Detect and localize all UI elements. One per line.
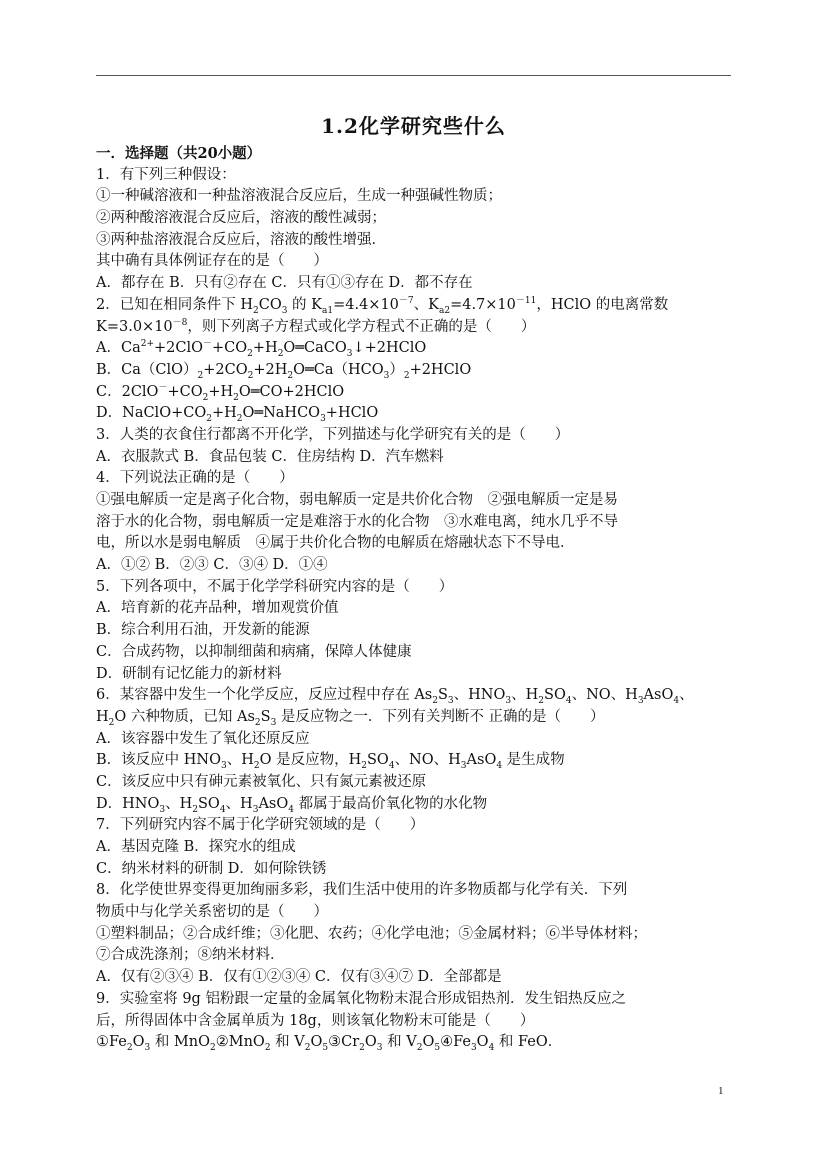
question-lines <box>96 165 736 1054</box>
text-line: 后，所得固体中含金属单质为 18g，则该氧化物粉末可能是（ ） <box>96 1012 535 1029</box>
question-list <box>96 143 736 1054</box>
section-heading: 一．选择题（共20小题） <box>96 145 262 162</box>
text-line: 1．有下列三种假设： <box>96 166 236 183</box>
text-line: ①强电解质一定是离子化合物，弱电解质一定是共价化合物 ②强电解质一定是易 <box>96 492 618 508</box>
text-line: A．培育新的花卉品种，增加观赏价值 <box>96 600 339 617</box>
text-line: 5．下列各项中，不属于化学学科研究内容的是（ ） <box>96 578 454 595</box>
text-line: ②两种酸溶液混合反应后，溶液的酸性减弱； <box>96 210 386 227</box>
text-line: A．$Ca^{2+}+2ClO^-+CO_2+H_2O═CaCO_3↓+2HClO$ <box>96 339 427 360</box>
text-line: 电，所以水是弱电解质 ④属于共价化合物的电解质在熔融状态下不导电． <box>96 535 575 552</box>
text-line: $①Fe_2O_3$ 和 MnO$_2$②MnO$_2$ 和 $V_2O_5③Cr_2O_3$ 和 $V_2O_5④Fe_3O_4$ 和 FeO． <box>96 1034 563 1054</box>
text-line: A．衣服款式 B．食品包装 C．住房结构 D．汽车燃料 <box>96 448 444 465</box>
text-line: 2．已知在相同条件下 $H_2CO_3$ 的 $K_{a1}=4.4\times 10^{-7}$、$K_{a2}=4.7\times 10^{-11}$，HClO 的电离常数 <box>96 295 669 316</box>
text-line: 物质中与化学关系密切的是（ ） <box>96 904 328 921</box>
text-line: ①塑料制品；②合成纤维；③化肥、农药；④化学电池；⑤金属材料；⑥半导体材料； <box>96 925 647 942</box>
text-line: A．①② B．②③ C．③④ D．①④ <box>96 557 328 574</box>
text-line: B．该反应中 $HNO_3$、$H_2O$ 是反应物，$H_2SO_4$、NO、$H_3AsO_4$ 是生成物 <box>96 752 565 772</box>
text-line: A．仅有②③④ B．仅有①②③④ C．仅有③④⑦ D．全部都是 <box>96 969 502 986</box>
page-title: 1.2化学研究些什么 <box>321 114 506 138</box>
text-line: D．$NaClO+CO_2+H_2O═NaHCO_3+HClO$ <box>96 405 379 425</box>
text-line: C．合成药物，以抑制细菌和病痛，保障人体健康 <box>96 643 412 660</box>
text-line: 3．人类的衣食住行都离不开化学，下列描述与化学研究有关的是（ ） <box>96 426 570 443</box>
text-line: B．综合利用石油，开发新的能源 <box>96 622 310 639</box>
text-line: 7．下列研究内容不属于化学研究领域的是（ ） <box>96 817 425 834</box>
text-line: B．$Ca(ClO)_2+2CO_2+2H_2O═Ca(HCO_3)_2+2HClO$ <box>96 361 472 381</box>
text-line: A．该容器中发生了氧化还原反应 <box>96 730 310 747</box>
text-line: A．都存在 B．只有②存在 C．只有①③存在 D．都不存在 <box>96 275 473 292</box>
text-line: $K=3.0\times 10^{-8}$，则下列离子方程式或化学方程式不正确的是（ ） <box>96 317 536 335</box>
text-line: 其中确有具体例证存在的是（ ） <box>96 253 328 270</box>
text-line: ⑦合成洗涤剂；⑧纳米材料． <box>96 947 285 964</box>
text-line: $H_2O$ 六种物质，已知 $As_2S_3$ 是反应物之一．下列有关判断不 正确的是（ ） <box>96 708 605 728</box>
text-line: 9．实验室将 9g 铝粉跟一定量的金属氧化物粉末混合形成铝热剂．发生铝热反应之 <box>96 990 626 1007</box>
text-line: D．$HNO_3$、$H_2SO_4$、$H_3AsO_4$ 都属于最高价氧化物的水化物 <box>96 795 488 815</box>
text-line: 8．化学使世界变得更加绚丽多彩，我们生活中使用的许多物质都与化学有关．下列 <box>96 882 628 899</box>
text-line: 4．下列说法正确的是（ ） <box>96 470 294 487</box>
text-line: D．研制有记忆能力的新材料 <box>96 665 282 682</box>
text-line: A．基因克隆 B．探究水的组成 <box>96 839 296 855</box>
page-number: 1 <box>718 1085 724 1097</box>
text-line: 6．某容器中发生一个化学反应，反应过程中存在 $As_2S_3$、$HNO_3$、$H_2SO_4$、NO、$H_3AsO_4$、 <box>96 687 694 707</box>
text-line: C．$2ClO^-+CO_2+H_2O═CO+2HClO$ <box>96 382 345 403</box>
text-line: C．纳米材料的研制 D．如何除铁锈 <box>96 860 327 877</box>
text-line: ③两种盐溶液混合反应后，溶液的酸性增强． <box>96 231 386 248</box>
text-line: C．该反应中只有砷元素被氧化、只有氮元素被还原 <box>96 773 427 790</box>
text-line: ①一种碱溶液和一种盐溶液混合反应后，生成一种强碱性物质； <box>96 188 502 205</box>
header-rule <box>96 75 731 76</box>
text-line: 溶于水的化合物，弱电解质一定是难溶于水的化合物 ③水难电离，纯水几乎不导 <box>96 513 618 530</box>
